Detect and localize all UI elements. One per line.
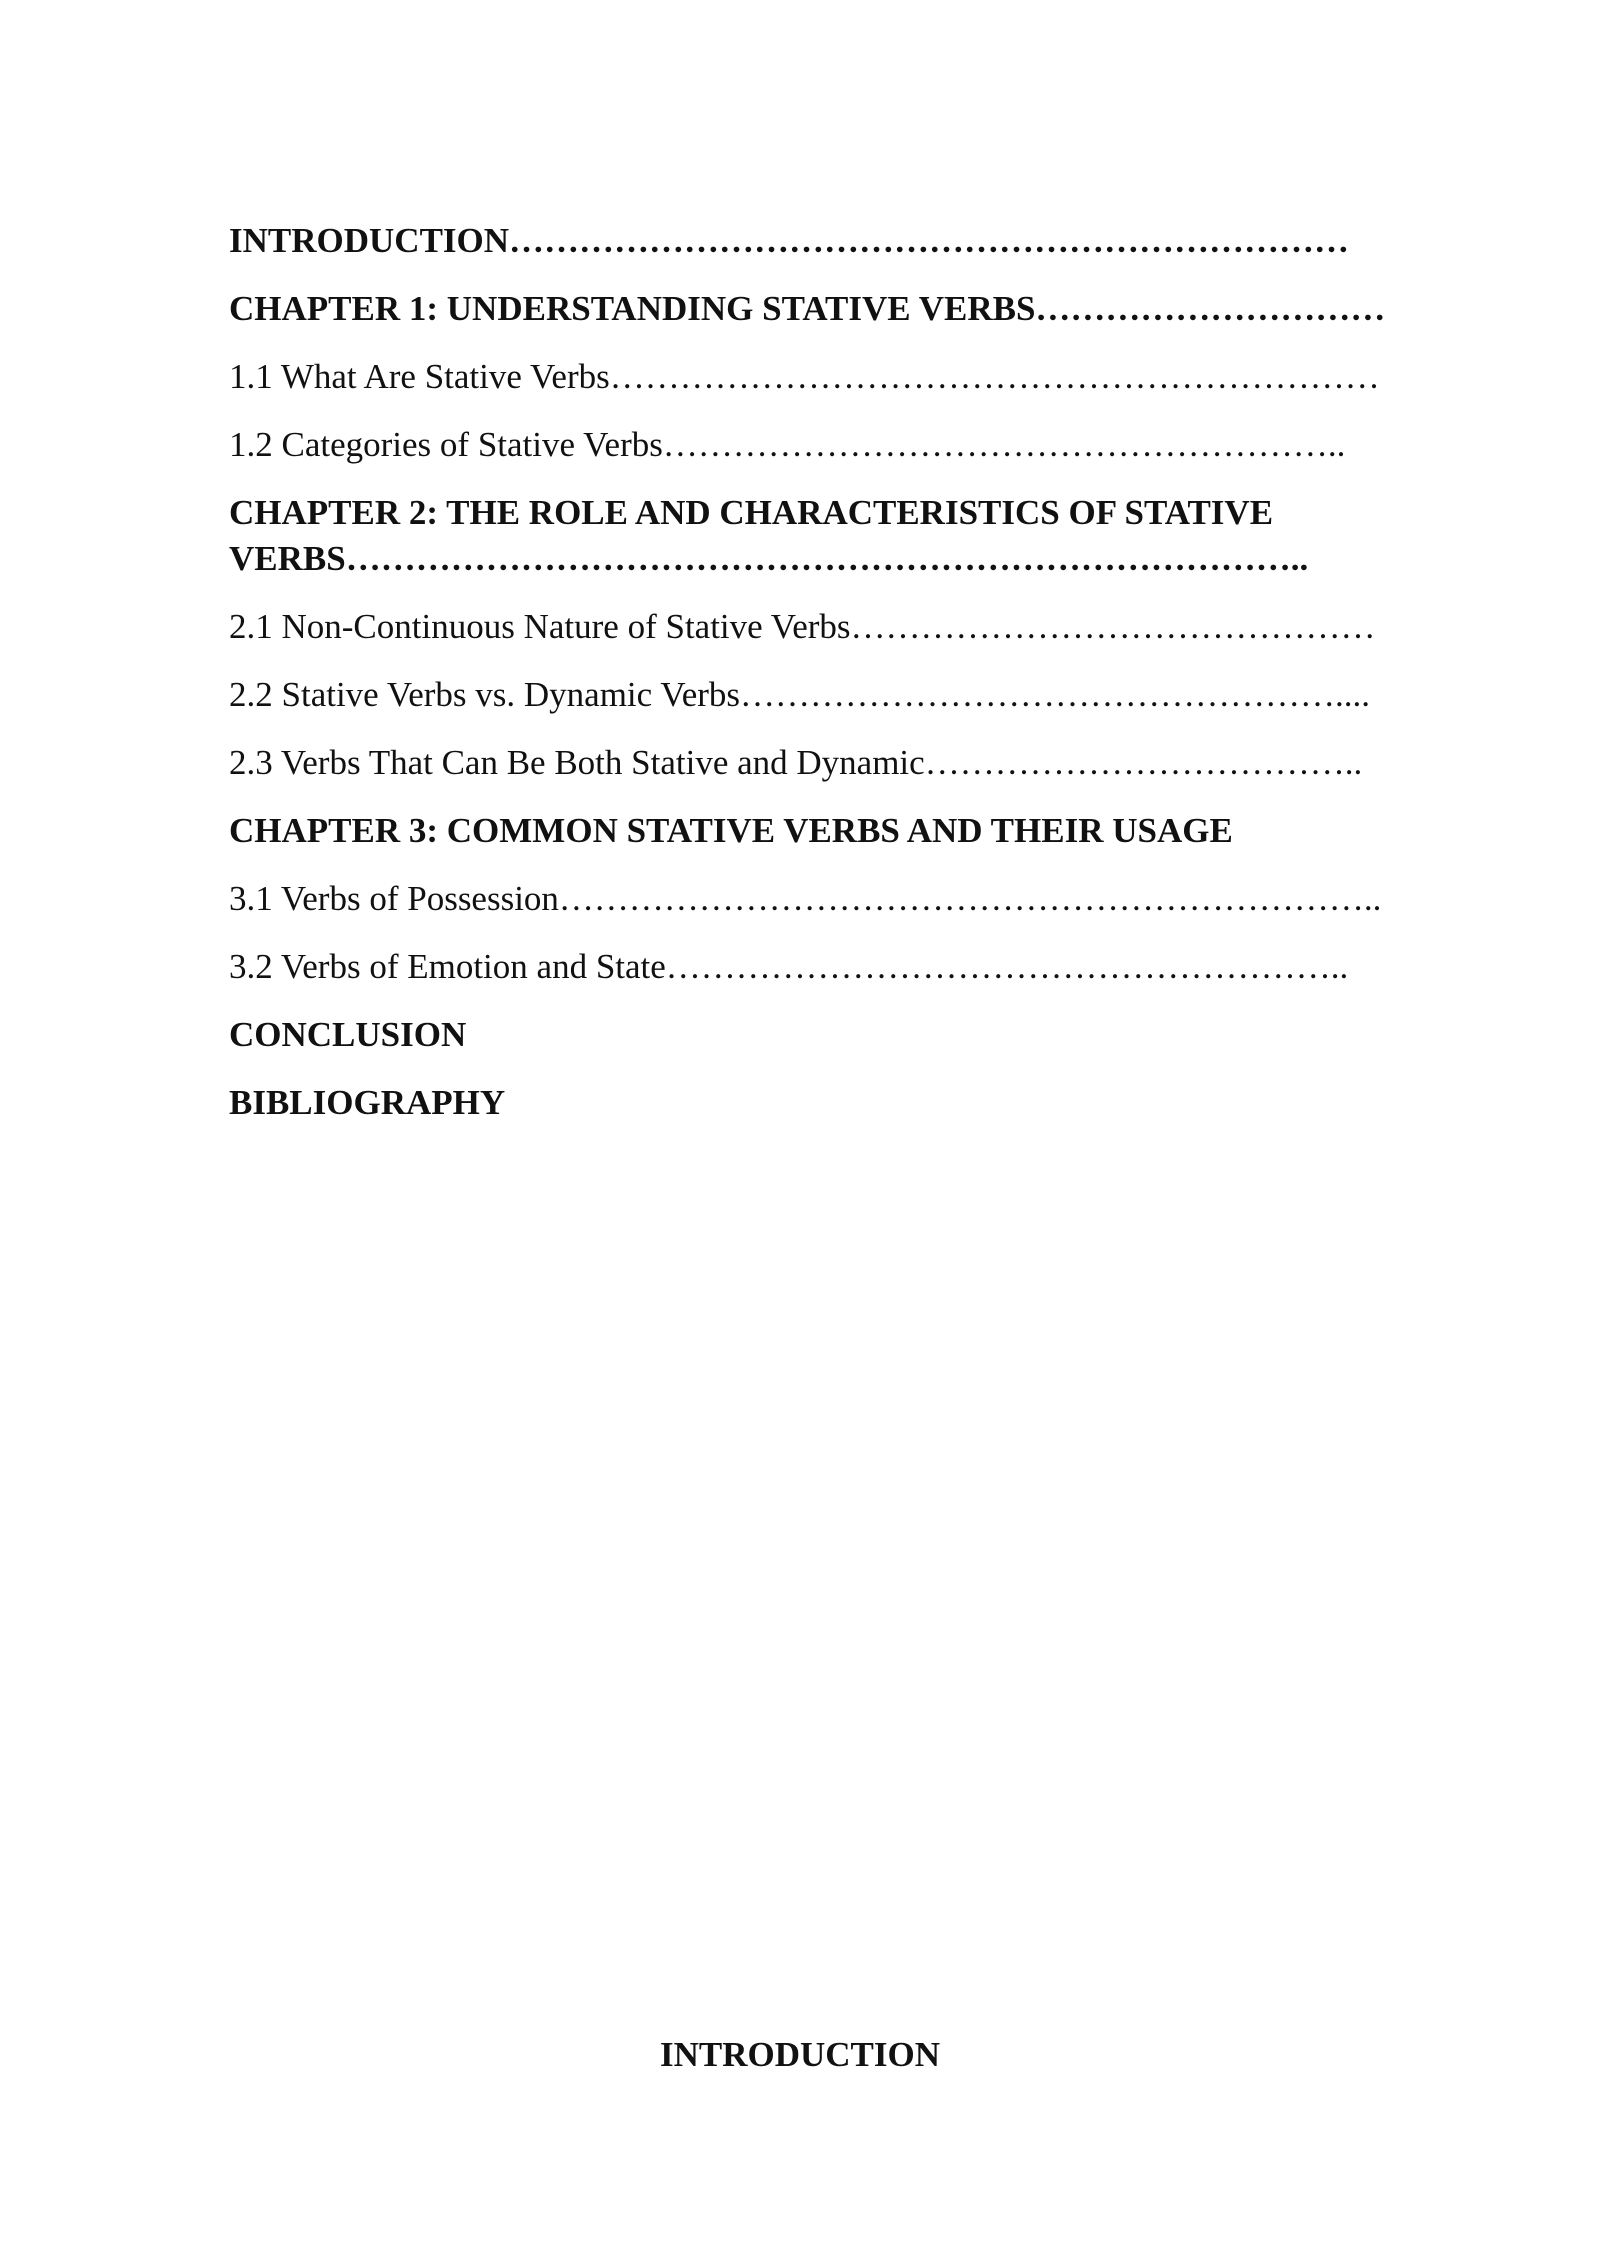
toc-section-3-2: 3.2 Verbs of Emotion and State………………………………………………….. (229, 947, 1349, 986)
toc-section-1-1: 1.1 What Are Stative Verbs………………………………………………………… (229, 357, 1380, 396)
toc-section-3-1: 3.1 Verbs of Possession…………………………………………………………….. (229, 879, 1382, 918)
toc-bibliography: BIBLIOGRAPHY (229, 1083, 506, 1122)
toc-section-2-1: 2.1 Non-Continuous Nature of Stative Verbs……………………………………… (229, 607, 1376, 646)
toc-conclusion: CONCLUSION (229, 1015, 467, 1054)
toc-section-2-3: 2.3 Verbs That Can Be Both Stative and Dynamic……………………………….. (229, 743, 1363, 782)
table-of-contents (229, 218, 1489, 1148)
toc-chapter-3: CHAPTER 3: COMMON STATIVE VERBS AND THEIR USAGE (229, 811, 1233, 850)
section-heading: INTRODUCTION (659, 2035, 941, 2074)
toc-section-1-2: 1.2 Categories of Stative Verbs………………………………………………….. (229, 425, 1346, 464)
toc-chapter-1: CHAPTER 1: UNDERSTANDING STATIVE VERBS………………………… (229, 289, 1386, 328)
toc-chapter-2: CHAPTER 2: THE ROLE AND CHARACTERISTICS OF STATIVE VERBS……………………………………………………………………….. (229, 493, 1309, 578)
toc-introduction: INTRODUCTION……………………………………………………………… (229, 221, 1350, 260)
toc-section-2-2: 2.2 Stative Verbs vs. Dynamic Verbs…………………………………………….... (229, 675, 1371, 714)
